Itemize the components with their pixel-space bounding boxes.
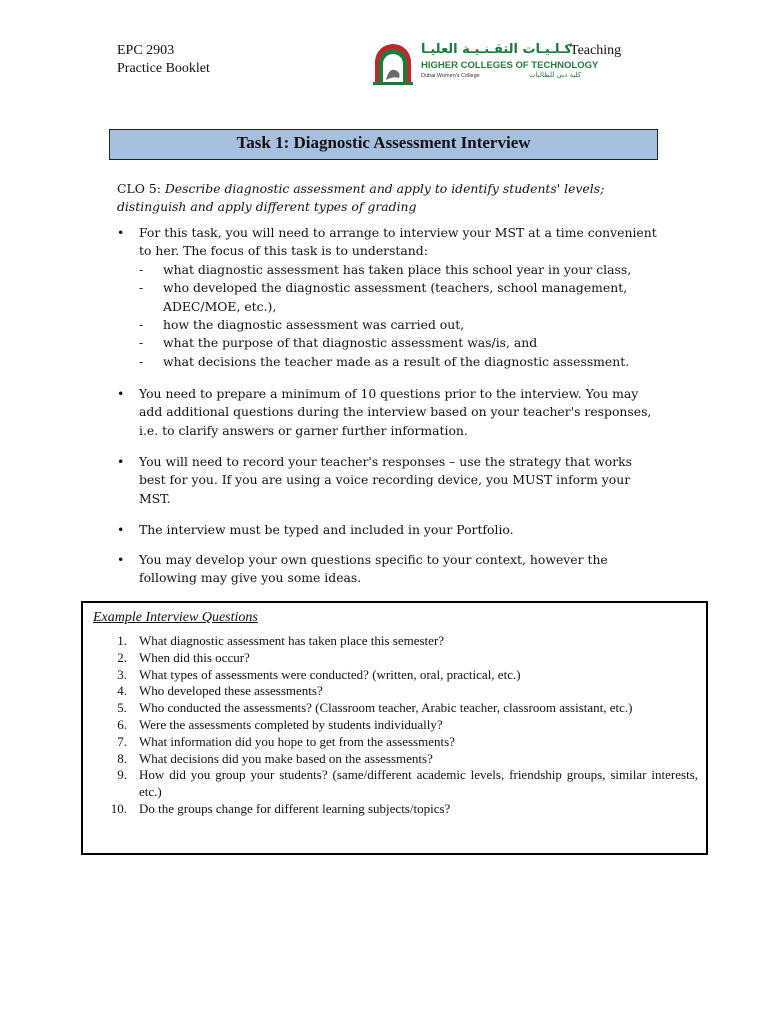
example-questions-list [93, 633, 698, 818]
bullet-record-responses [117, 453, 657, 508]
list-item: 7. What information did you hope to get from the assessments? [117, 733, 455, 749]
page-header-left [117, 42, 210, 78]
list-item: 8. What decisions did you make based on the assessments? [117, 750, 433, 766]
list-item: 4. Who developed these assessments? [117, 683, 323, 699]
bullet-icon: • [117, 552, 125, 567]
logo-english-text: HIGHER COLLEGES OF TECHNOLOGY [421, 60, 599, 71]
bullet-text: For this task, you will need to arrange to interview your MST at a time convenient to her. The focus of this task is to understand: [139, 225, 657, 259]
logo-arabic-text: كـلـيـات التقـنـيـة العليـا [421, 42, 572, 57]
bullet-icon: • [117, 454, 125, 469]
college-emblem-icon [371, 42, 415, 86]
list-item: 6. Were the assessments completed by students individually? [117, 716, 443, 732]
bullet-icon: • [117, 225, 125, 240]
list-item: 1. What diagnostic assessment has taken place this semester? [117, 633, 445, 648]
bullet-text: The interview must be typed and included in your Portfolio. [139, 522, 514, 537]
list-item: 2. When did this occur? [117, 649, 250, 665]
booklet-name: Practice Booklet [117, 61, 210, 76]
list-item: - what diagnostic assessment has taken place this school year in your class, [139, 261, 632, 277]
bullet-task-focus [117, 224, 657, 371]
list-item: - how the diagnostic assessment was carried out, [139, 317, 465, 333]
bullet-portfolio [117, 521, 657, 539]
clo-text: Describe diagnostic assessment and apply to identify students' levels; distinguish and apply different types of grading [117, 181, 605, 214]
page-header-right: Teaching [570, 43, 622, 58]
list-item: - who developed the diagnostic assessment (teachers, school management, ADEC/MOE, etc.), [139, 280, 628, 314]
bullet-icon: • [117, 522, 125, 537]
logo-subtitle-english: Dubai Women's College [421, 73, 480, 79]
bullet-text: You will need to record your teacher's responses – use the strategy that works best for you. If you are using a voice recording device, you MUST inform your MST. [139, 454, 633, 506]
list-item: 10. Do the groups change for different learning subjects/topics? [110, 800, 451, 816]
list-item: 3. What types of assessments were conducted? (written, oral, practical, etc.) [117, 666, 521, 682]
bullet-text: You need to prepare a minimum of 10 questions prior to the interview. You may add additional questions during the interview based on your teacher's responses, i.e. to clarify answers or garner further information. [139, 386, 652, 438]
clo-statement [117, 180, 657, 216]
example-questions-box [81, 601, 708, 855]
bullet-prepare-questions [117, 385, 657, 440]
list-item: - what the purpose of that diagnostic assessment was/is, and [139, 335, 538, 351]
list-item: - what decisions the teacher made as a result of the diagnostic assessment. [139, 353, 630, 369]
logo-subtitle-arabic: كلية دبي للطالبات [529, 71, 582, 79]
example-questions-heading: Example Interview Questions [93, 610, 258, 625]
bullet-text: You may develop your own questions specific to your context, however the following may give you some ideas. [139, 552, 608, 586]
task-title: Task 1: Diagnostic Assessment Interview [109, 129, 658, 160]
list-item: 9. How did you group your students? (same/different academic levels, friendship groups, similar interests, etc.) [117, 767, 698, 800]
course-code: EPC 2903 [117, 43, 175, 58]
bullet-own-questions [117, 551, 657, 588]
list-item: 5. Who conducted the assessments? (Classroom teacher, Arabic teacher, classroom assistant, etc.) [117, 700, 633, 716]
clo-label: CLO 5: [117, 181, 165, 196]
bullet-icon: • [117, 386, 125, 401]
